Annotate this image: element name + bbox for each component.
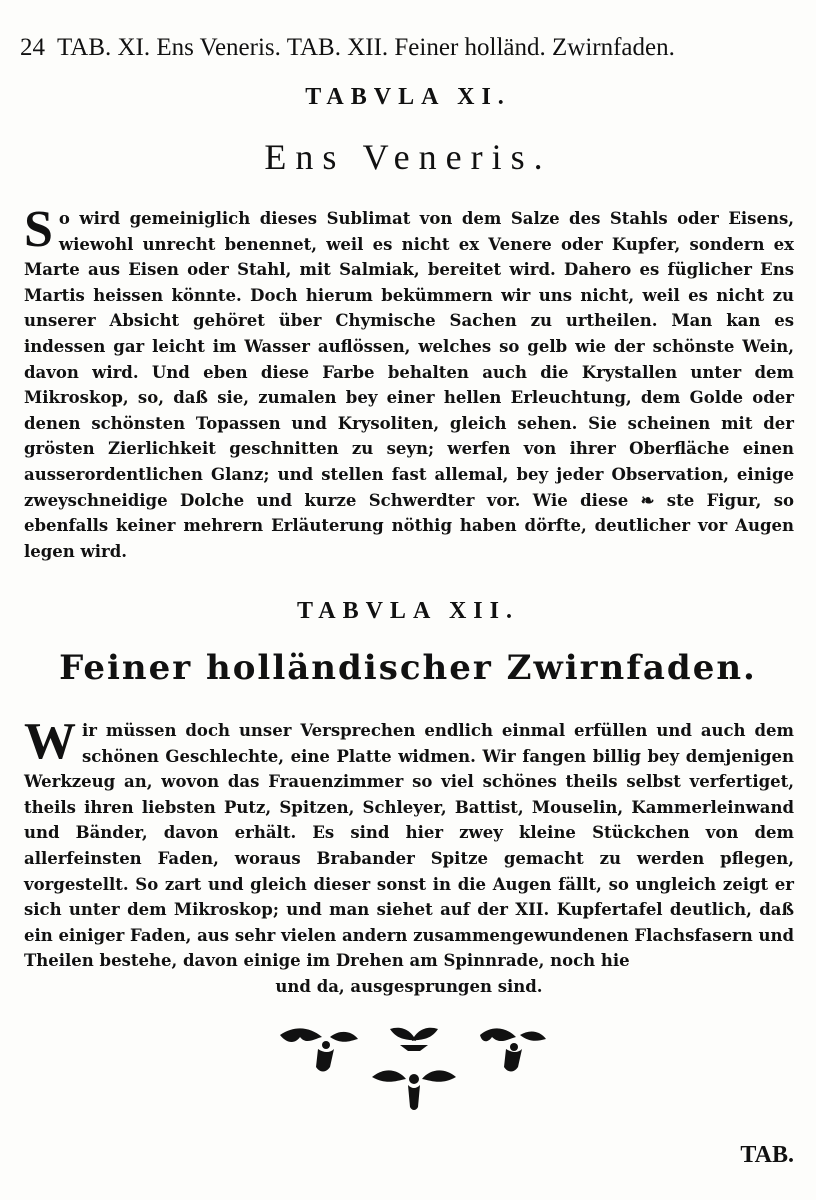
section-title-xi: Ens Veneris. (264, 137, 552, 177)
paragraph-xii-text: ir müssen doch unser Versprechen endlich einmal erfüllen und auch dem schönen Geschlechte, eine Platte widmen. Wir fangen billig bey demjenigen Werkzeug an, wovon das Frauenzimmer so viel schönes theils selbst verfertiget, theils ihren liebsten Putz, Spitzen, Schleyer, Battist, Mouselin, Kammerleinwand und Bänder, davon erhält. Es sind hier zwey kleine Stückchen von dem allerfeinsten Faden, woraus Brabander Spitze gemacht zu werden pflegen, vorgestellt. So zart und gleich dieser sonst in die Augen fällt, so ungleich zeigt er sich unter dem Mikroskop; und man siehet auf der XII. Kupfertafel deutlich, daß ein einiger Faden, aus sehr vielen andern zusammengewundenen Flachsfasern und Theilen bestehe, davon einige im Drehen am Spinnrade, noch hie (24, 721, 794, 971)
paragraph-xii (24, 713, 794, 1000)
paragraph-xi (24, 201, 794, 564)
drop-cap-xii: W (24, 713, 76, 770)
catchword: TAB. (740, 1142, 794, 1168)
paragraph-xi-text: o wird gemeiniglich dieses Sublimat von dem Salze des Stahls oder Eisens, wiewohl unrecht benennet, weil es nicht ex Venere oder Kupfer, sondern ex Marte aus Eisen oder Stahl, mit Salmiak, bereitet wird. Dahero es füglicher Ens Martis heissen könnte. Doch hierum bekümmern wir uns nicht, weil es nicht zu unserer Absicht gehöret über Chymische Sachen zu urtheilen. Man kan es indessen gar leicht im Wasser auflössen, welches so gelb wie der schönste Wein, davon wird. Und eben diese Farbe behalten auch die Krystallen unter dem Mikroskop, so, daß sie, zumalen bey einer hellen Erleuchtung, dem Golde oder denen schönsten Topassen und Krysoliten, gleich sehen. Sie scheinen mit der grösten Zierlichkeit geschnitten zu seyn; werfen von ihrer Oberfläche einen ausserordentlichen Glanz; und stellen fast allemal, bey jeder Observation, einige zweyschneidige Dolche und kurze Schwerdter vor. Wie diese ❧ ste Figur, so ebenfalls keiner mehrern Erläuterung nöthig haben dörfte, deutlicher vor Augen legen wird. (24, 209, 794, 561)
page-number: 24 (20, 34, 45, 61)
section-title-xii: Feiner holländischer Zwirnfaden. (59, 648, 757, 688)
plate-label-xii: TABVLA XII. (297, 598, 519, 624)
paragraph-xii-last-line: und da, ausgesprungen sind. (275, 976, 543, 996)
running-head-text: TAB. XI. Ens Veneris. TAB. XII. Feiner holländ. Zwirnfaden. (57, 34, 675, 61)
plate-label-xi: TABVLA XI. (305, 84, 511, 110)
running-head (20, 34, 800, 62)
drop-cap-xi: S (24, 201, 53, 258)
tailpiece-ornament-icon (270, 1015, 550, 1115)
